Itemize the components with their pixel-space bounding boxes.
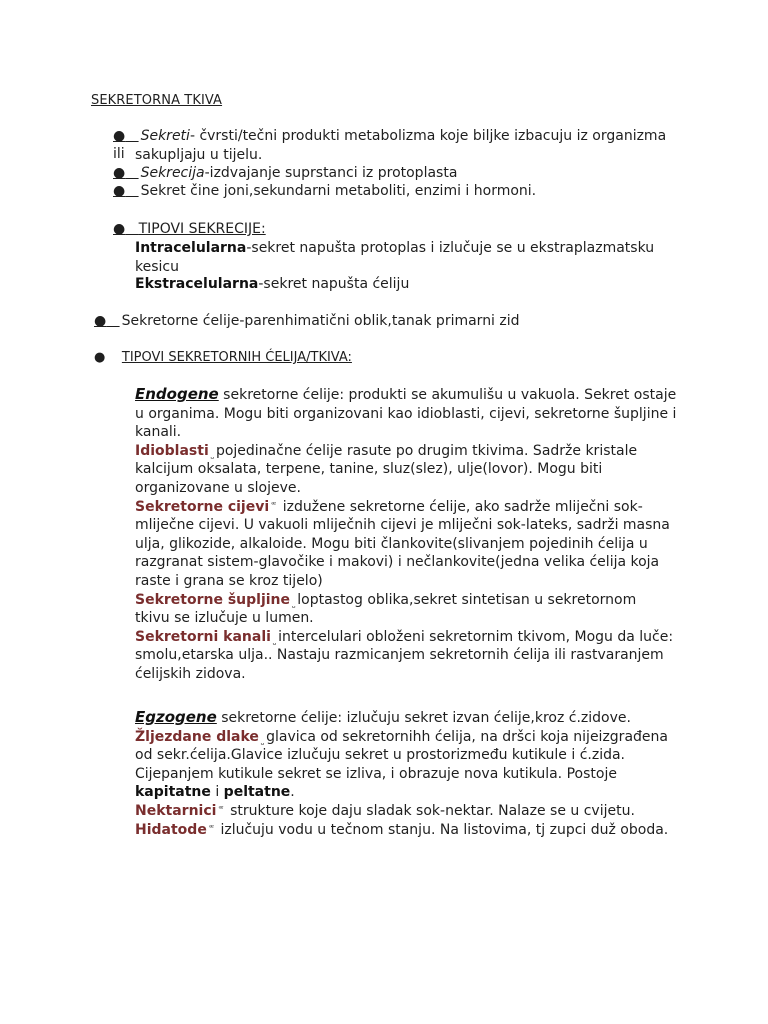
text-line: smolu,etarska ulja.. Nastaju razmicanjem sekretornih ćelija ili rastvaranjem xyxy=(135,647,664,664)
section-label: TIPOVI SEKRECIJE: xyxy=(138,221,266,237)
item-text: - čvrsti/tečni produkti metabolizma koje biljke izbacuju iz organizma ili xyxy=(113,128,667,162)
definition xyxy=(135,275,409,293)
text-line: ulja, glikozide, alkaloide. Mogu biti člankovite(slivanjem pojedinih ćelija u xyxy=(135,535,648,552)
text-line: od sekr.ćelija.Glavice izlučuju sekret u prostorizmeđu kutikule i ć.zida. xyxy=(135,747,625,764)
definition-continuation: kesicu xyxy=(135,259,179,275)
text-line: izdužene sekretorne ćelije, ako sadrže mliječni sok- xyxy=(278,498,643,515)
list-item xyxy=(94,349,352,367)
text-line: pojedinačne ćelije rasute po drugim tkivima. Sadrže kristale xyxy=(215,442,638,459)
item-text: Sekret čine joni,sekundarni metaboliti, enzimi i hormoni. xyxy=(140,183,537,199)
text-line: kalcijum oksalata, terpene, tanine, sluz(slez), ulje(lovor). Mogu biti xyxy=(135,461,603,478)
text-line: izlučuju vodu u tečnom stanju. Na listovima, tj zupci duž oboda. xyxy=(216,821,669,838)
text-line: kanali. xyxy=(135,424,182,441)
text-line: intercelulari obloženi sekretornim tkivom, Mogu da luče: xyxy=(278,628,674,645)
mark-icon: ᵆ xyxy=(218,803,224,813)
term-highlight: Sekretorne šupljine xyxy=(135,591,291,608)
bullet-icon: ● xyxy=(113,183,126,199)
text-line: razgranat sistem-glavočike i makovi) i nečlankovite(jedna velika ćelija koja xyxy=(135,554,660,571)
endogene-section xyxy=(135,385,680,684)
term-highlight: Sekretorni kanali xyxy=(135,628,271,645)
list-item-continuation: sakupljaju u tijelu. xyxy=(135,147,263,163)
text-line: sekretorne ćelije: produkti se akumulišu u vakuola. Sekret ostaje xyxy=(218,387,677,403)
text-line: sekretorne ćelije: izlučuju sekret izvan ćelije,kroz ć.zidove. xyxy=(216,710,631,726)
term-bold: Ekstracelularna xyxy=(135,276,259,292)
term-highlight: Hidatode xyxy=(135,821,207,838)
mark-icon: ⎵ xyxy=(292,598,296,608)
bullet-icon: ● xyxy=(94,313,107,329)
bullet-icon: ● xyxy=(113,221,126,237)
term-bold: Intracelularna xyxy=(135,240,247,256)
egzogene-section xyxy=(135,708,680,839)
text-fragment: . xyxy=(290,784,295,801)
text-line: raste i grana se kroz tijelo) xyxy=(135,572,323,589)
term-bold: peltatne xyxy=(223,784,291,801)
text-line: mliječne cijevi. U vakuoli mliječnih cijevi je mliječni sok-lateks, sadrži masna xyxy=(135,517,670,534)
term-highlight: Nektarnici xyxy=(135,802,217,819)
term-italic: Sekrecija xyxy=(140,165,205,181)
list-item xyxy=(113,220,266,238)
definition xyxy=(135,239,695,257)
text-line: glavica od sekretornihh ćelija, na dršci koja nijeizgrađena xyxy=(266,728,668,745)
bullet-icon: ● xyxy=(94,350,106,365)
bullet-icon: ● xyxy=(113,165,126,181)
page-title: SEKRETORNA TKIVA xyxy=(91,93,223,108)
list-item xyxy=(94,312,520,330)
text-fragment: i xyxy=(210,784,224,801)
text-line: u organima. Mogu biti organizovani kao idioblasti, cijevi, sekretorne šupljine i xyxy=(135,405,677,422)
definition-text: -sekret napušta protoplas i izlučuje se u ekstraplazmatsku xyxy=(246,240,655,256)
text-line: organizovane u slojeve. xyxy=(135,479,301,496)
text-line: Cijepanjem kutikule sekret se izliva, i obrazuje nova kutikula. Postoje xyxy=(135,765,617,782)
mark-icon: ᵆ xyxy=(208,822,214,832)
list-item xyxy=(113,164,457,182)
item-text: -izdvajanje suprstanci iz protoplasta xyxy=(204,165,458,181)
term-highlight: Sekretorne cijevi xyxy=(135,498,270,515)
mark-icon: ⎵ xyxy=(260,735,265,745)
text-line: ćelijskih zidova. xyxy=(135,665,246,682)
text-line: strukture koje daju sladak sok-nektar. Nalaze se u cvijetu. xyxy=(225,802,635,819)
text-line: loptastog oblika,sekret sintetisan u sekretornom xyxy=(297,591,637,608)
section-label: TIPOVI SEKRETORNIH ĆELIJA/TKIVA: xyxy=(121,350,352,365)
text-line: tkivu se izlučuje u lumen. xyxy=(135,610,314,627)
section-heading: Endogene xyxy=(135,385,219,403)
term-highlight: Idioblasti xyxy=(135,442,209,459)
mark-icon: ⎵ xyxy=(272,635,277,645)
bullet-icon: ● xyxy=(113,128,126,144)
term-italic: Sekreti xyxy=(140,128,190,144)
section-heading: Egzogene xyxy=(135,708,217,726)
mark-icon: ⎵ xyxy=(210,449,214,459)
mark-icon: ᵆ xyxy=(271,499,277,509)
list-item xyxy=(113,182,536,200)
definition-text: -sekret napušta ćeliju xyxy=(258,276,410,292)
term-highlight: Žljezdane dlake xyxy=(135,728,259,745)
item-text: Sekretorne ćelije-parenhimatični oblik,tanak primarni zid xyxy=(121,313,520,329)
term-bold: kapitatne xyxy=(135,784,211,801)
